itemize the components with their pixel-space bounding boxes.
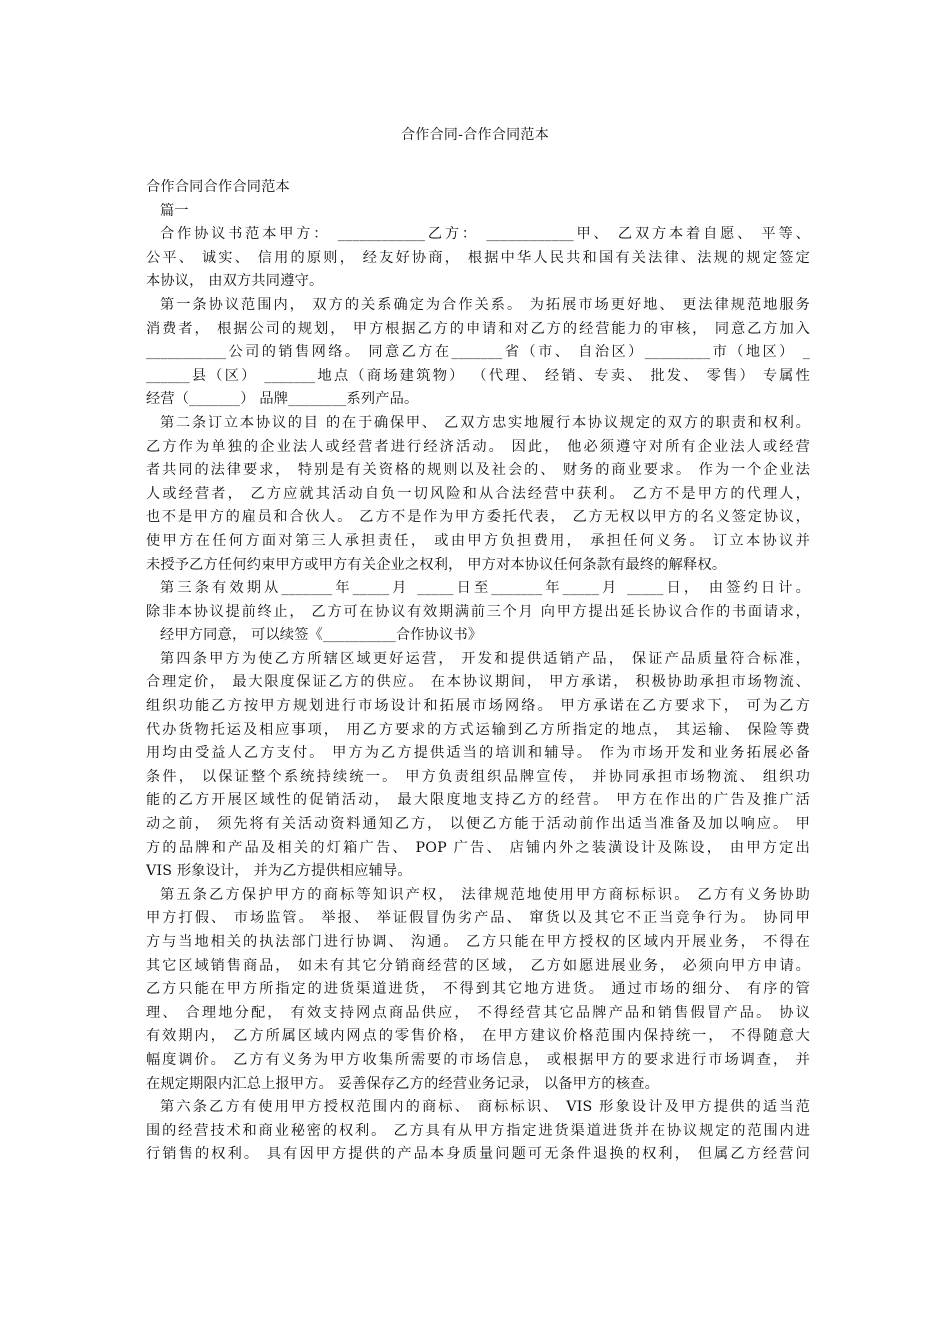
text-line: 有效期内， 乙方所属区域内网点的零售价格， 在甲方建议价格范围内保持统一， 不得随意大 [146,1028,810,1045]
text-line: 经营（_______） 品牌________系列产品。 [146,391,419,408]
text-line: 围的经营技术和商业秘密的权利。 乙方具有从甲方指定进货渠道进货并在协议规定的范围内进 [146,1122,810,1139]
text-line: 理、 合理地分配， 有效支持网点商品供应， 不得经营其它品牌产品和销售假冒产品。 协议 [146,1004,810,1021]
text-line: 能的乙方开展区域性的促销活动， 最大限度地支持乙方的经营。 甲方在作出的广告及推广活 [146,792,810,809]
text-line: 行销售的权利。 具有因甲方提供的产品本身质量问题可无条件退换的权利， 但属乙方经营问 [146,1146,810,1163]
text-line: 人或经营者， 乙方应就其活动自负一切风险和从合法经营中获利。 乙方不是甲方的代理人， [146,485,810,502]
text-line: 乙方作为单独的企业法人或经营者进行经济活动。 因此， 他必须遵守对所有企业法人或经营 [146,438,810,455]
text-line: 组织功能乙方按甲方规划进行市场设计和拓展市场网络。 甲方承诺在乙方要求下， 可为乙方 [146,698,810,715]
text-line: 本协议， 由双方共同遵守。 [146,273,324,290]
text-line: 用均由受益人乙方支付。 甲方为乙方提供适当的培训和辅导。 作为市场开发和业务拓展必备 [146,745,810,762]
text-line: 第六条乙方有使用甲方授权范围内的商标、 商标标识、 VIS 形象设计及甲方提供的适当范 [160,1099,810,1116]
text-line: 条件， 以保证整个系统持续统一。 甲方负责组织品牌宣传， 并协同承担市场物流、 组织功 [146,768,810,785]
text-line: 第五条乙方保护甲方的商标等知识产权， 法律规范地使用甲方商标标识。 乙方有义务协助 [160,886,810,903]
text-line: 第二条订立本协议的目 的在于确保甲、 乙双方忠实地履行本协议规定的双方的职责和权利。 [160,414,810,431]
text-line: 未授予乙方任何约束甲方或甲方有关企业之权利， 甲方对本协议任何条款有最终的解释权。 [146,556,727,573]
text-line: 乙方只能在甲方所指定的进货渠道进货， 不得到其它地方进货。 通过市场的细分、 有序的管 [146,981,810,998]
text-line: 幅度调价。 乙方有义务为甲方收集所需要的市场信息， 或根据甲方的要求进行市场调查， 并 [146,1051,810,1068]
text-line: ___________公司的销售网络。 同意乙方在_______省（市、 自治区）_________市（地区） _ [146,344,810,361]
section-heading: 篇一 [160,202,189,219]
text-line: 除非本协议提前终止， 乙方可在协议有效期满前三个月 向甲方提出延长协议合作的书面请求， [146,603,810,620]
text-line: 公平、 诚实、 信用的原则， 经友好协商， 根据中华人民共和国有关法律、法规的规定签定 [146,249,810,266]
text-line: 也不是甲方的雇员和合伙人。 乙方不是作为甲方委托代表， 乙方无权以甲方的名义签定协议， [146,509,810,526]
document-body [146,176,810,1167]
text-line: 第三条有效期从_______年_____月 _____日至_______年_____月 _____日， 由签约日计。 [160,580,810,597]
text-line: 使甲方在任何方面对第三人承担责任， 或由甲方负担费用， 承担任何义务。 订立本协议并 [146,532,810,549]
text-line: 动之前， 须先将有关活动资料通知乙方， 以便乙方能于活动前作出适当准备及加以响应。 甲 [146,816,810,833]
text-line: 合理定价， 最大限度保证乙方的供应。 在本协议期间， 甲方承诺， 积极协助承担市场物流、 [146,674,810,691]
text-line: 甲方打假、 市场监管。 举报、 举证假冒伪劣产品、 窜货以及其它不正当竞争行为。 协同甲 [146,910,810,927]
text-line: 消费者， 根据公司的规划， 甲方根据乙方的申请和对乙方的经营能力的审核， 同意乙方加入 [146,320,810,337]
text-line: 代办货物托运及相应事项， 用乙方要求的方式运输到乙方所指定的地点， 其运输、 保险等费 [146,721,810,738]
text-line: 第四条甲方为使乙方所辖区域更好运营， 开发和提供适销产品， 保证产品质量符合标准， [160,650,810,667]
text-line: VIS 形象设计， 并为乙方提供相应辅导。 [146,863,412,880]
text-line: 方与当地相关的执法部门进行协调、 沟通。 乙方只能在甲方授权的区域内开展业务， 不得在 [146,934,810,950]
document-title: 合作合同-合作合同范本 [400,127,550,143]
text-line: ______县（区） _______地点（商场建筑物） （代理、 经销、专卖、 批发、 零售） 专属性 [146,367,810,384]
text-line: 第一条协议范围内， 双方的关系确定为合作关系。 为拓展市场更好地、 更法律规范地服务 [160,296,810,313]
text-line: 合作协议书范本甲方： ____________乙方： ____________甲、 乙双方本着自愿、 平等、 [160,226,810,243]
text-line: 经甲方同意， 可以续签《__________合作协议书》 [160,627,483,644]
text-line: 在规定期限内汇总上报甲方。 妥善保存乙方的经营业务记录， 以备甲方的核查。 [146,1075,659,1092]
subtitle-line: 合作合同合作合同范本 [146,179,290,195]
text-line: 者共同的法律要求， 特别是有关资格的规则以及社会的、 财务的商业要求。 作为一个企业法 [146,462,810,479]
text-line: 方的品牌和产品及相关的灯箱广告、 POP 广告、 店铺内外之装潢设计及陈设， 由甲方定出 [146,839,810,856]
text-line: 其它区域销售商品， 如未有其它分销商经营的区域， 乙方如愿进展业务， 必须向甲方申请。 [146,957,810,974]
